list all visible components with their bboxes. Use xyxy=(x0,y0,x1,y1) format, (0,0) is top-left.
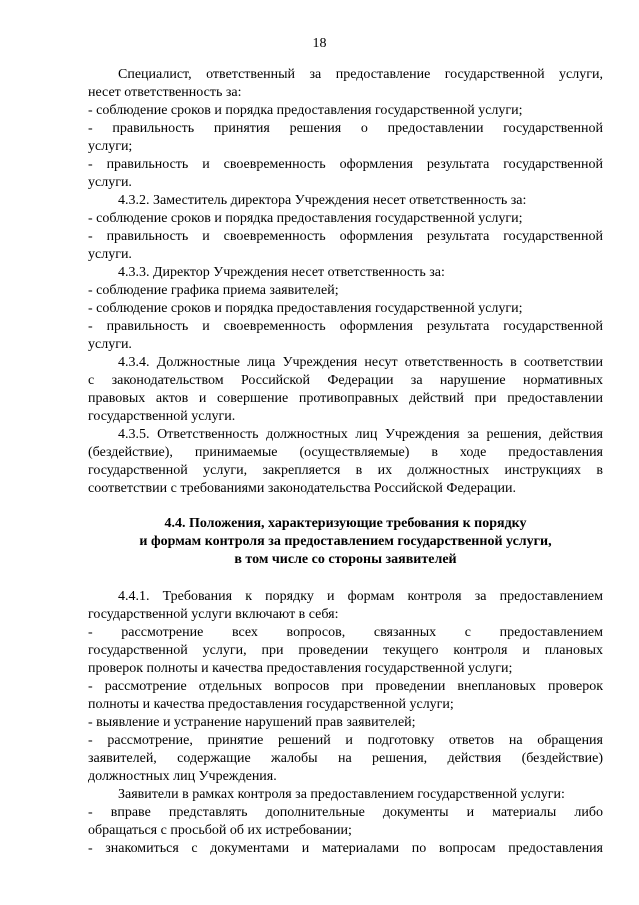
text-line: - правильность и своевременность оформления результата государственной xyxy=(88,319,603,334)
spacer xyxy=(88,498,603,515)
text-line: услуги. xyxy=(88,337,132,352)
text-line: государственной услуги включают в себя: xyxy=(88,607,339,622)
text-line: - рассмотрение всех вопросов, связанных с предоставлением xyxy=(88,625,603,640)
text-line: услуги. xyxy=(88,247,132,262)
text-line: Заявители в рамках контроля за предоставлением государственной услуги: xyxy=(118,787,565,802)
section-heading: 4.4. Положения, характеризующие требования к порядку xyxy=(164,516,527,531)
section-heading: в том числе со стороны заявителей xyxy=(234,552,457,567)
text-line: - правильность и своевременность оформления результата государственной xyxy=(88,229,603,244)
text-line: (бездействие), принимаемые (осуществляемые) в ходе предоставления xyxy=(88,445,603,460)
text-line: государственной услуги, закрепляется в их должностных инструкциях в xyxy=(88,463,603,478)
text-line: услуги; xyxy=(88,139,133,154)
text-line: - вправе представлять дополнительные документы и материалы либо xyxy=(88,805,603,820)
text-line: 4.3.4. Должностные лица Учреждения несут ответственность в соответствии xyxy=(118,355,603,370)
page-number: 18 xyxy=(312,36,327,51)
text-line: - соблюдение сроков и порядка предоставления государственной услуги; xyxy=(88,103,523,118)
text-line: государственной услуги. xyxy=(88,409,236,424)
text-line: - выявление и устранение нарушений прав заявителей; xyxy=(88,715,416,730)
text-line: правовых актов и совершение противоправных действий при предоставлении xyxy=(88,391,603,406)
text-line: 4.3.5. Ответственность должностных лиц Учреждения за решения, действия xyxy=(118,427,603,442)
text-line: 4.3.3. Директор Учреждения несет ответственность за: xyxy=(118,265,445,280)
text-line: государственной услуги, при проведении текущего контроля и плановых xyxy=(88,643,603,658)
spacer xyxy=(88,569,603,588)
text-line: - рассмотрение, принятие решений и подготовку ответов на обращения xyxy=(88,733,603,748)
text-line: несет ответственность за: xyxy=(88,85,242,100)
section-heading: и формам контроля за предоставлением государственной услуги, xyxy=(139,534,552,549)
text-line: с законодательством Российской Федерации за нарушение нормативных xyxy=(88,373,603,388)
document-body xyxy=(88,66,603,858)
text-line: Специалист, ответственный за предоставление государственной услуги, xyxy=(118,67,603,82)
text-line: - правильность и своевременность оформления результата государственной xyxy=(88,157,603,172)
text-line: должностных лиц Учреждения. xyxy=(88,769,277,784)
text-line: - правильность принятия решения о предоставлении государственной xyxy=(88,121,603,136)
text-line: - соблюдение сроков и порядка предоставления государственной услуги; xyxy=(88,301,523,316)
text-line: - знакомиться с документами и материалами по вопросам предоставления xyxy=(88,841,603,856)
text-line: обращаться с просьбой об их истребовании; xyxy=(88,823,352,838)
text-line: 4.3.2. Заместитель директора Учреждения несет ответственность за: xyxy=(118,193,527,208)
text-line: - соблюдение графика приема заявителей; xyxy=(88,283,339,298)
text-line: - рассмотрение отдельных вопросов при проведении внеплановых проверок xyxy=(88,679,603,694)
text-line: проверок полноты и качества предоставления государственной услуги; xyxy=(88,661,513,676)
text-line: соответствии с требованиями законодательства Российской Федерации. xyxy=(88,481,517,496)
text-line: заявителей, содержащие жалобы на решения, действия (бездействие) xyxy=(88,751,603,766)
text-line: 4.4.1. Требования к порядку и формам контроля за предоставлением xyxy=(118,589,603,604)
text-line: - соблюдение сроков и порядка предоставления государственной услуги; xyxy=(88,211,523,226)
text-line: услуги. xyxy=(88,175,132,190)
text-line: полноты и качества предоставления государственной услуги; xyxy=(88,697,454,712)
